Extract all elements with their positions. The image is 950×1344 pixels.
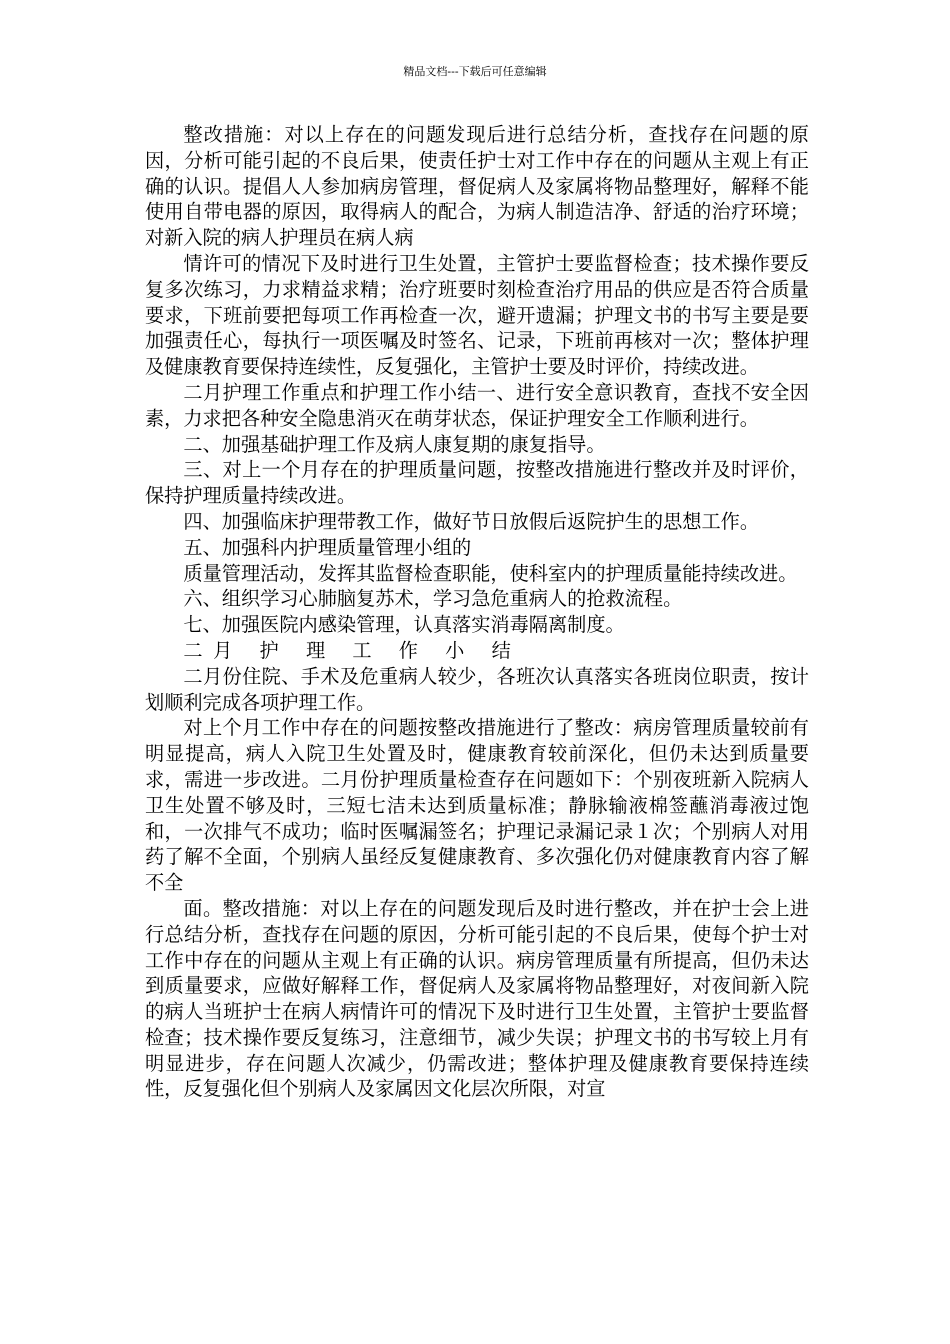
paragraph: 面。整改措施：对以上存在的问题发现后及时进行整改，并在护士会上进行总结分析，查找存在问题的原因，分析可能引起的不良后果，使每个护士对工作中存在的问题从主观上有正确的认识。病房管理质量有所提高，但仍未达到质量要求，应做好解释工作，督促病人及家属将物品整理好，对夜间新入院的病人当班护士在病人病情许可的情况下及时进行卫生处置，主管护士要监督检查；技术操作要反复练习，注意细节，减少失误；护理文书的书写较上月有明显进步，存在问题人次减少，仍需改进；整体护理及健康教育要保持连续性，反复强化但个别病人及家属因文化层次所限，对宣 (145, 896, 809, 1101)
paragraph: 三、对上一个月存在的护理质量问题，按整改措施进行整改并及时评价，保持护理质量持续改进。 (145, 458, 809, 508)
section-title: 二月 护 理 工 作 小 结 (183, 638, 522, 662)
paragraph: 整改措施：对以上存在的问题发现后进行总结分析，查找存在问题的原因，分析可能引起的不良后果，使责任护士对工作中存在的问题从主观上有正确的认识。提倡人人参加病房管理，督促病人及家属将物品整理好，解释不能使用自带电器的原因，取得病人的配合，为病人制造洁净、舒适的治疗环境；对新入院的病人护理员在病人病 (145, 123, 809, 250)
paragraph: 二月份住院、手术及危重病人较少，各班次认真落实各班岗位职责，按计划顺利完成各项护理工作。 (145, 664, 809, 714)
paragraph: 五、加强科内护理质量管理小组的 (183, 535, 472, 559)
page-header: 精品文档---下载后可任意编辑 (403, 65, 547, 78)
paragraph: 二月护理工作重点和护理工作小结一、进行安全意识教育，查找不安全因素，力求把各种安全隐患消灭在萌芽状态，保证护理安全工作顺利进行。 (145, 380, 809, 430)
paragraph: 七、加强医院内感染管理，认真落实消毒隔离制度。 (183, 613, 625, 637)
paragraph: 四、加强临床护理带教工作，做好节日放假后返院护生的思想工作。 (183, 509, 760, 533)
paragraph: 质量管理活动，发挥其监督检查职能，使科室内的护理质量能持续改进。 (183, 561, 798, 585)
paragraph: 二、加强基础护理工作及病人康复期的康复指导。 (183, 432, 606, 456)
paragraph: 情许可的情况下及时进行卫生处置，主管护士要监督检查；技术操作要反复多次练习，力求精益求精；治疗班要时刻检查治疗用品的供应是否符合质量要求，下班前要把每项工作再检查一次，避开遗漏；护理文书的书写主要是要加强责任心，每执行一项医嘱及时签名、记录，下班前再核对一次；整体护理及健康教育要保持连续性，反复强化，主管护士要及时评价，持续改进。 (145, 251, 809, 379)
document-body (145, 122, 809, 1102)
paragraph: 六、组织学习心肺脑复苏术，学习急危重病人的抢救流程。 (183, 587, 683, 611)
paragraph: 对上个月工作中存在的问题按整改措施进行了整改：病房管理质量较前有明显提高，病人入院卫生处置及时，健康教育较前深化，但仍未达到质量要求，需进一步改进。二月份护理质量检查存在问题如下：个别夜班新入院病人卫生处置不够及时，三短七洁未达到质量标准；静脉输液棉签蘸消毒液过饱和，一次排气不成功；临时医嘱漏签名；护理记录漏记录１次；个别病人对用药了解不全面，个别病人虽经反复健康教育、多次强化仍对健康教育内容了解不全 (145, 716, 809, 895)
